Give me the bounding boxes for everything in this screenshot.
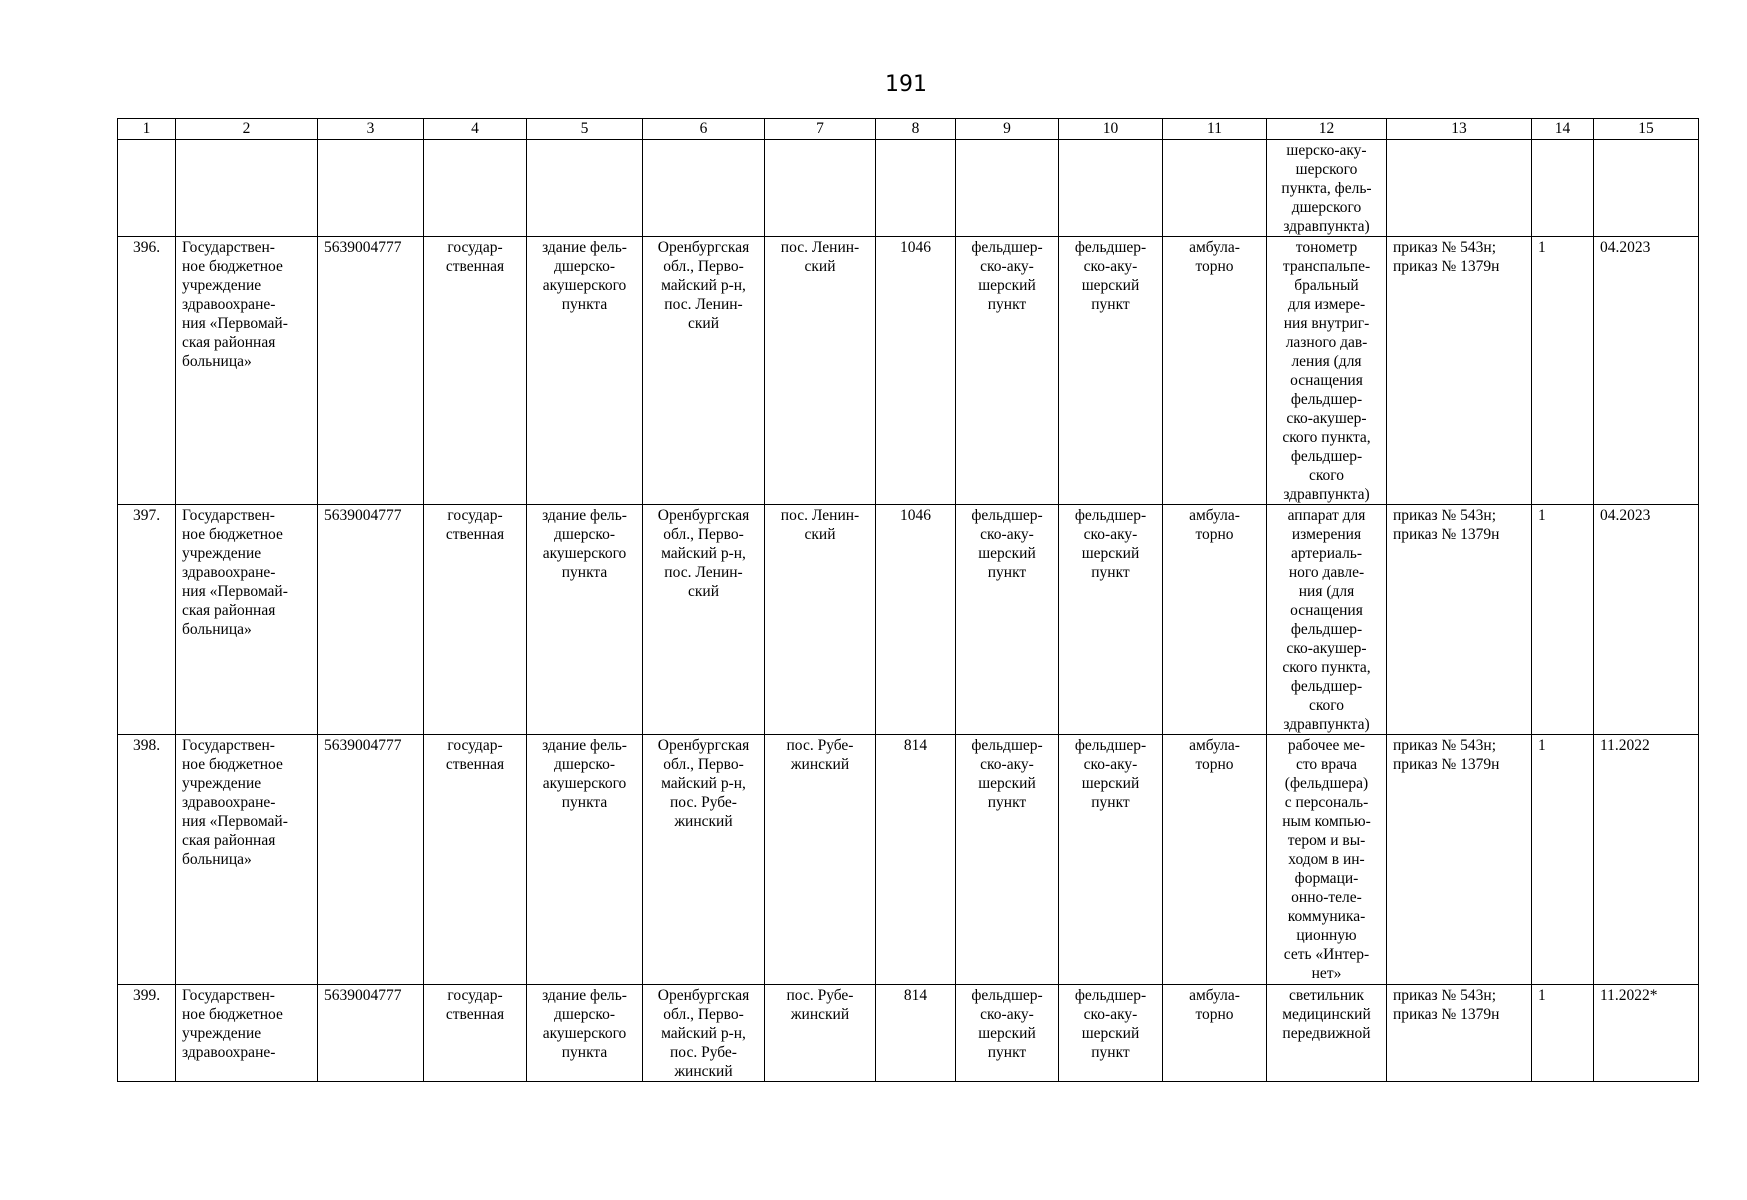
building-cell: здание фель- дшерско- акушерского пункта	[527, 237, 643, 505]
column-number: 2	[176, 119, 318, 140]
organization-cell: Государствен- ное бюджетное учреждение здравоохране-	[176, 985, 318, 1082]
quantity-cell: 1	[1532, 237, 1594, 505]
equipment-continuation-cell: шерско-аку- шерского пункта, фель- дшерского здравпункта)	[1267, 140, 1387, 237]
inn-cell: 5639004777	[318, 237, 424, 505]
quantity-cell: 1	[1532, 505, 1594, 735]
empty-cell	[118, 140, 176, 237]
column-number: 11	[1163, 119, 1267, 140]
empty-cell	[765, 140, 876, 237]
facility-type-cell: фельдшер- ско-аку- шерский пункт	[956, 985, 1059, 1082]
row-number-cell: 396.	[118, 237, 176, 505]
page-number: 191	[885, 72, 927, 97]
empty-cell	[424, 140, 527, 237]
code-cell: 814	[876, 735, 956, 985]
inn-cell: 5639004777	[318, 735, 424, 985]
empty-cell	[1163, 140, 1267, 237]
address-cell: Оренбургская обл., Перво- майский р-н, пос. Рубе- жинский	[643, 985, 765, 1082]
ownership-cell: государ- ственная	[424, 237, 527, 505]
empty-cell	[956, 140, 1059, 237]
inn-cell: 5639004777	[318, 505, 424, 735]
building-cell: здание фель- дшерско- акушерского пункта	[527, 985, 643, 1082]
care-form-cell: амбула- торно	[1163, 735, 1267, 985]
care-form-cell: амбула- торно	[1163, 237, 1267, 505]
code-cell: 1046	[876, 505, 956, 735]
column-number: 3	[318, 119, 424, 140]
code-cell: 814	[876, 985, 956, 1082]
organization-cell: Государствен- ное бюджетное учреждение здравоохране- ния «Первомай- ская районная больница»	[176, 237, 318, 505]
code-cell: 1046	[876, 237, 956, 505]
locality-cell: пос. Ленин- ский	[765, 237, 876, 505]
column-number: 7	[765, 119, 876, 140]
quantity-cell: 1	[1532, 985, 1594, 1082]
order-cell: приказ № 543н; приказ № 1379н	[1387, 735, 1532, 985]
column-number: 4	[424, 119, 527, 140]
column-number: 13	[1387, 119, 1532, 140]
date-cell: 11.2022	[1594, 735, 1699, 985]
building-cell: здание фель- дшерско- акушерского пункта	[527, 505, 643, 735]
locality-cell: пос. Рубе- жинский	[765, 985, 876, 1082]
order-cell: приказ № 543н; приказ № 1379н	[1387, 505, 1532, 735]
equipment-cell: аппарат для измерения артериаль- ного давле- ния (для оснащения фельдшер- ско-акушер- ского пункта, фельдшер- ского здравпункта)	[1267, 505, 1387, 735]
column-number: 5	[527, 119, 643, 140]
order-cell: приказ № 543н; приказ № 1379н	[1387, 985, 1532, 1082]
facility-subtype-cell: фельдшер- ско-аку- шерский пункт	[1059, 735, 1163, 985]
column-number-row	[118, 119, 1699, 140]
address-cell: Оренбургская обл., Перво- майский р-н, пос. Ленин- ский	[643, 237, 765, 505]
table-row	[118, 237, 1699, 505]
facility-type-cell: фельдшер- ско-аку- шерский пункт	[956, 505, 1059, 735]
ownership-cell: государ- ственная	[424, 505, 527, 735]
column-number: 1	[118, 119, 176, 140]
locality-cell: пос. Рубе- жинский	[765, 735, 876, 985]
empty-cell	[1532, 140, 1594, 237]
table-row	[118, 985, 1699, 1082]
date-cell: 04.2023	[1594, 237, 1699, 505]
empty-cell	[643, 140, 765, 237]
ownership-cell: государ- ственная	[424, 985, 527, 1082]
organization-cell: Государствен- ное бюджетное учреждение здравоохране- ния «Первомай- ская районная больница»	[176, 505, 318, 735]
column-number: 14	[1532, 119, 1594, 140]
row-number-cell: 397.	[118, 505, 176, 735]
inn-cell: 5639004777	[318, 985, 424, 1082]
empty-cell	[527, 140, 643, 237]
care-form-cell: амбула- торно	[1163, 505, 1267, 735]
column-number: 8	[876, 119, 956, 140]
facility-type-cell: фельдшер- ско-аку- шерский пункт	[956, 237, 1059, 505]
empty-cell	[876, 140, 956, 237]
empty-cell	[1387, 140, 1532, 237]
column-number: 12	[1267, 119, 1387, 140]
locality-cell: пос. Ленин- ский	[765, 505, 876, 735]
continuation-row	[118, 140, 1699, 237]
equipment-cell: светильник медицинский передвижной	[1267, 985, 1387, 1082]
equipment-cell: тонометр транспальпе- бральный для измере- ния внутриг- лазного дав- ления (для оснащения фельдшер- ско-акушер- ского пункта, фельдшер- ского здравпункта)	[1267, 237, 1387, 505]
empty-cell	[1594, 140, 1699, 237]
column-number: 9	[956, 119, 1059, 140]
address-cell: Оренбургская обл., Перво- майский р-н, пос. Ленин- ский	[643, 505, 765, 735]
column-number: 10	[1059, 119, 1163, 140]
building-cell: здание фель- дшерско- акушерского пункта	[527, 735, 643, 985]
column-number: 15	[1594, 119, 1699, 140]
date-cell: 11.2022*	[1594, 985, 1699, 1082]
table-row	[118, 735, 1699, 985]
facility-subtype-cell: фельдшер- ско-аку- шерский пункт	[1059, 237, 1163, 505]
organization-cell: Государствен- ное бюджетное учреждение здравоохране- ния «Первомай- ская районная больница»	[176, 735, 318, 985]
empty-cell	[176, 140, 318, 237]
order-cell: приказ № 543н; приказ № 1379н	[1387, 237, 1532, 505]
equipment-table	[117, 118, 1699, 1082]
row-number-cell: 399.	[118, 985, 176, 1082]
facility-subtype-cell: фельдшер- ско-аку- шерский пункт	[1059, 505, 1163, 735]
column-number: 6	[643, 119, 765, 140]
equipment-cell: рабочее ме- сто врача (фельдшера) с персональ- ным компью- тером и вы- ходом в ин- формаци- онно-теле- коммуника- ционную сеть «Интер- нет»	[1267, 735, 1387, 985]
row-number-cell: 398.	[118, 735, 176, 985]
empty-cell	[318, 140, 424, 237]
ownership-cell: государ- ственная	[424, 735, 527, 985]
empty-cell	[1059, 140, 1163, 237]
date-cell: 04.2023	[1594, 505, 1699, 735]
table-row	[118, 505, 1699, 735]
quantity-cell: 1	[1532, 735, 1594, 985]
facility-type-cell: фельдшер- ско-аку- шерский пункт	[956, 735, 1059, 985]
facility-subtype-cell: фельдшер- ско-аку- шерский пункт	[1059, 985, 1163, 1082]
address-cell: Оренбургская обл., Перво- майский р-н, пос. Рубе- жинский	[643, 735, 765, 985]
care-form-cell: амбула- торно	[1163, 985, 1267, 1082]
